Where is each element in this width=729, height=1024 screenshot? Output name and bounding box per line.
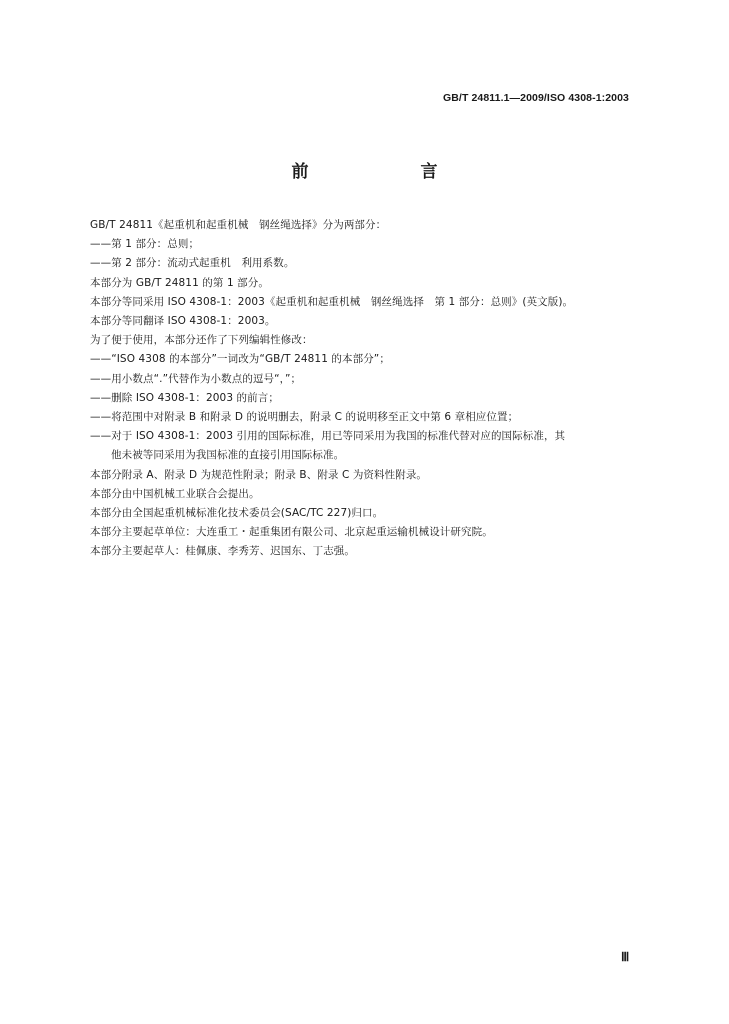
continuation-text: 他未被等同采用为我国标准的直接引用国际标准。 [111, 449, 345, 462]
paragraph-annexes: 本部分附录 A、附录 D 为规范性附录；附录 B、附录 C 为资料性附录。 [90, 468, 428, 481]
list-item-edit-foreword: ——删除 ISO 4308-1：2003 的前言； [90, 391, 279, 404]
paragraph-adoption: 本部分等同采用 ISO 4308-1：2003《起重机和起重机械 钢丝绳选择 第 1 部分：总则》(英文版)。 [90, 295, 574, 308]
list-item-edit-decimal: ——用小数点“.”代替作为小数点的逗号“，”； [90, 372, 302, 385]
paragraph-translation: 本部分等同翻译 ISO 4308-1：2003。 [90, 315, 276, 328]
paragraph-drafting-units: 本部分主要起草单位：大连重工・起重集团有限公司、北京起重运输机械设计研究院。 [90, 526, 493, 539]
list-item-edit-references: ——对于 ISO 4308-1：2003 引用的国际标准，用已等同采用为我国的标准代替对应的国际标准，其 [90, 430, 566, 443]
paragraph-part-statement: 本部分为 GB/T 24811 的第 1 部分。 [90, 276, 269, 289]
list-item-edit-term: ——“ISO 4308 的本部分”一词改为“GB/T 24811 的本部分”； [90, 353, 390, 366]
list-item-part-1: ——第 1 部分：总则； [90, 238, 200, 251]
list-item-edit-scope: ——将范围中对附录 B 和附录 D 的说明删去，附录 C 的说明移至正文中第 6 章相应位置； [90, 411, 519, 424]
paragraph-proposer: 本部分由中国机械工业联合会提出。 [90, 487, 260, 500]
page-number: Ⅲ [621, 950, 630, 964]
paragraph-series-intro: GB/T 24811《起重机和起重机械 钢丝绳选择》分为两部分： [90, 219, 387, 231]
paragraph-editorial-intro: 为了便于使用，本部分还作了下列编辑性修改： [90, 334, 313, 347]
paragraph-committee: 本部分由全国起重机械标准化技术委员会(SAC/TC 227)归口。 [90, 507, 384, 520]
list-item-edit-references-continued [90, 446, 650, 465]
page-title: 前 言 [291, 162, 464, 182]
list-item-part-2: ——第 2 部分：流动式起重机 利用系数。 [90, 257, 295, 270]
paragraph-drafters: 本部分主要起草人：桂佩康、李秀芳、迟国东、丁志强。 [90, 545, 355, 558]
standard-code-header: GB/T 24811.1—2009/ISO 4308-1:2003 [442, 92, 629, 104]
foreword-body [90, 216, 650, 562]
